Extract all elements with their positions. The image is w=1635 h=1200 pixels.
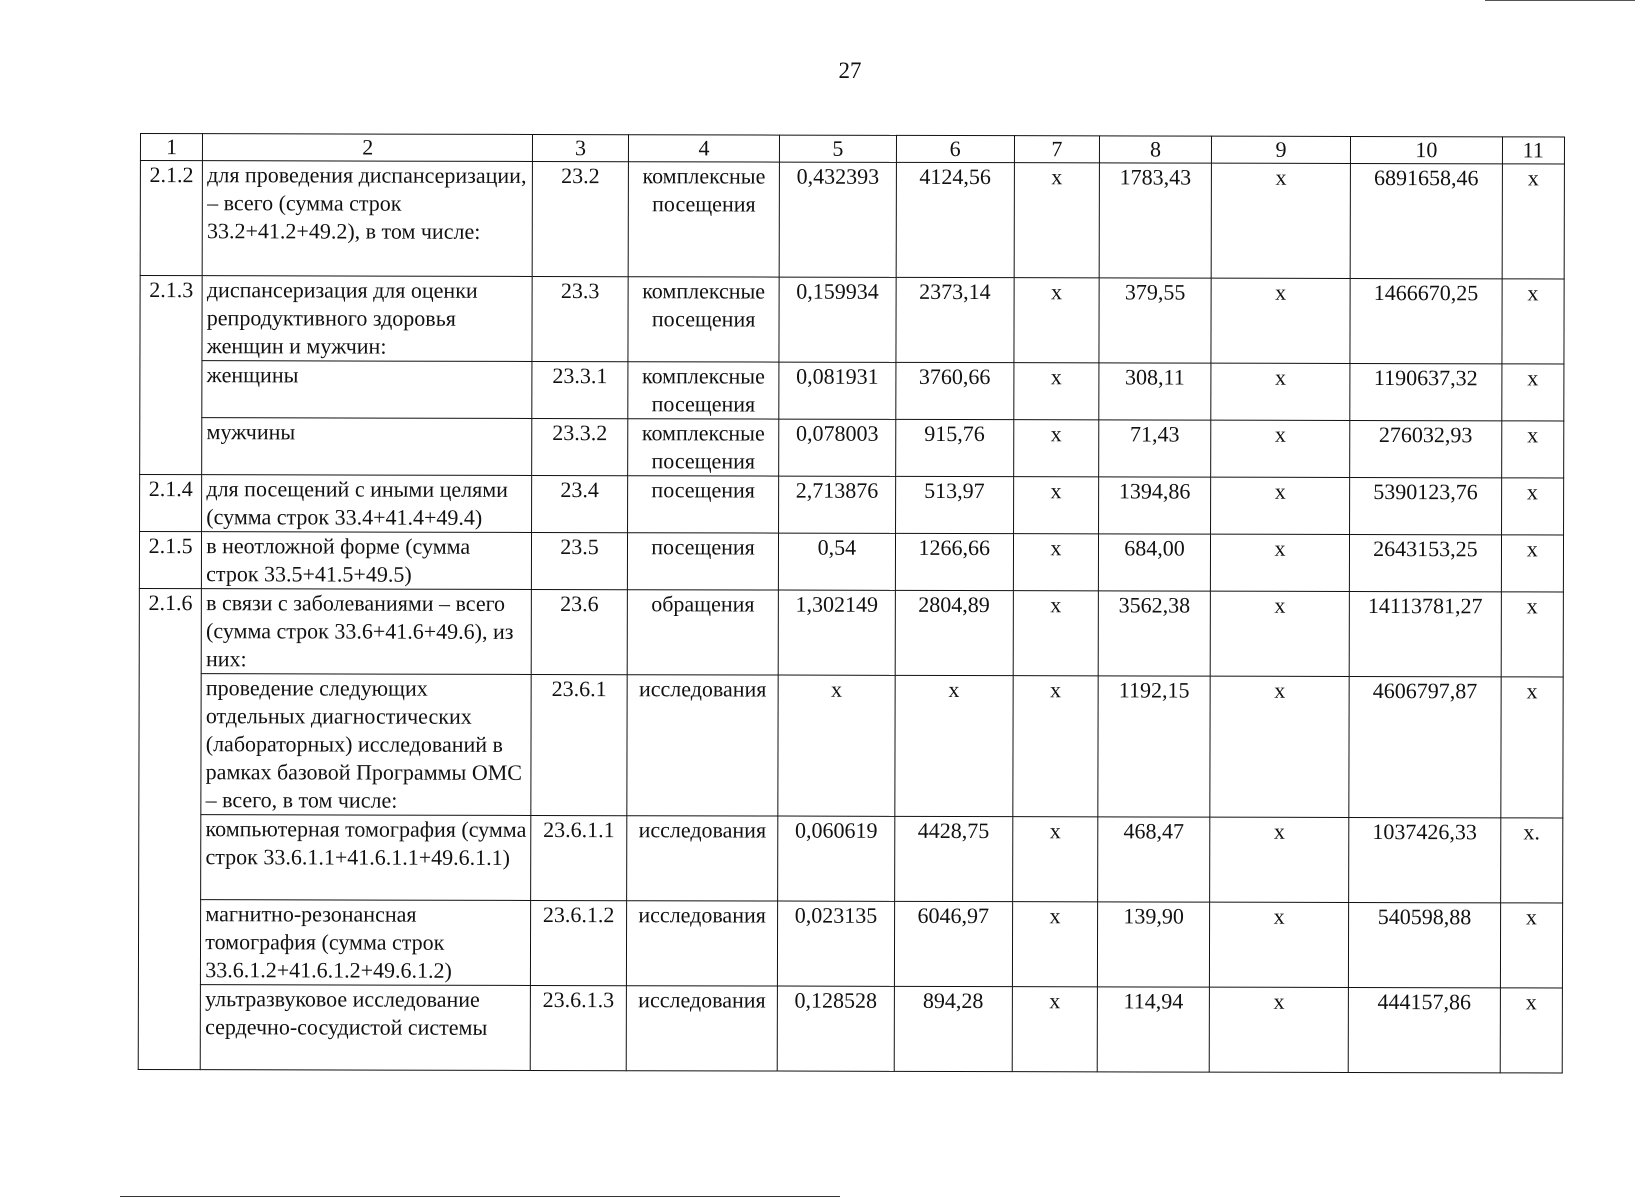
value-cell-10: 276032,93 xyxy=(1350,420,1502,477)
unit-cell: комплексные посещения xyxy=(627,419,779,476)
value-cell-9: х xyxy=(1210,534,1349,591)
value-cell-8: 684,00 xyxy=(1098,534,1210,591)
indicator-name-cell: компьютерная томография (сумма строк 33.6.1.1+41.6.1.1+49.6.1.1) xyxy=(201,815,531,901)
bottom-rule xyxy=(120,1196,840,1197)
value-cell-8: 139,90 xyxy=(1097,902,1209,987)
value-cell-9: х xyxy=(1211,477,1350,534)
value-cell-7: х xyxy=(1014,163,1099,278)
value-cell-11: х xyxy=(1501,478,1563,535)
unit-cell: комплексные посещения xyxy=(628,362,780,419)
line-code-cell: 23.6.1 xyxy=(531,674,627,815)
unit-cell: исследования xyxy=(627,675,779,816)
table-row xyxy=(140,418,1564,478)
value-cell-9: х xyxy=(1211,278,1350,363)
value-cell-10: 5390123,76 xyxy=(1350,477,1502,534)
unit-cell: посещения xyxy=(627,533,779,590)
value-cell-11: х xyxy=(1501,592,1564,677)
unit-cell: исследования xyxy=(626,986,778,1071)
indicator-name-cell: в неотложной форме (сумма строк 33.5+41.5+49.5) xyxy=(202,532,532,590)
value-cell-5: 2,713876 xyxy=(779,476,895,533)
line-code-cell: 23.6.1.3 xyxy=(531,985,627,1070)
value-cell-11: х xyxy=(1502,279,1565,364)
indicator-name-cell: магнитно-резонансная томография (сумма строк 33.6.1.2+41.6.1.2+49.6.1.2) xyxy=(201,900,531,986)
value-cell-8: 1783,43 xyxy=(1099,163,1211,278)
table-row xyxy=(138,899,1562,987)
value-cell-6: 3760,66 xyxy=(895,362,1013,419)
value-cell-11: х xyxy=(1501,421,1563,478)
value-cell-9: х xyxy=(1209,987,1348,1072)
value-cell-7: х xyxy=(1012,902,1097,987)
value-cell-6: 894,28 xyxy=(894,986,1013,1071)
line-code-cell: 23.3 xyxy=(532,276,628,361)
value-cell-11: х xyxy=(1501,364,1563,421)
value-cell-6: 915,76 xyxy=(895,419,1013,476)
value-cell-6: 2804,89 xyxy=(895,590,1014,675)
value-cell-10: 4606797,87 xyxy=(1349,676,1501,817)
value-cell-8: 71,43 xyxy=(1099,420,1211,477)
unit-cell: комплексные посещения xyxy=(628,162,780,277)
value-cell-5: 0,54 xyxy=(779,533,895,590)
table-row xyxy=(140,361,1564,421)
value-cell-5: 0,128528 xyxy=(778,986,894,1071)
value-cell-7: х xyxy=(1014,278,1099,363)
row-number-cell: 2.1.5 xyxy=(139,532,201,589)
value-cell-7: х xyxy=(1013,676,1098,817)
value-cell-9: х xyxy=(1209,902,1348,987)
line-code-cell: 23.6 xyxy=(531,589,627,674)
header-cell: 11 xyxy=(1502,137,1564,164)
value-cell-9: х xyxy=(1210,591,1349,676)
value-cell-7: х xyxy=(1013,591,1098,676)
unit-cell: исследования xyxy=(626,816,778,901)
value-cell-6: 6046,97 xyxy=(894,901,1013,986)
value-cell-8: 1394,86 xyxy=(1098,477,1210,534)
indicator-name-cell: диспансеризация для оценки репродуктивного здоровья женщин и мужчин: xyxy=(202,276,532,362)
line-code-cell: 23.3.2 xyxy=(532,418,628,475)
indicator-name-cell: для посещений с иными целями (сумма строк 33.4+41.4+49.4) xyxy=(202,475,532,533)
value-cell-5: 0,159934 xyxy=(779,277,895,362)
value-cell-9: х xyxy=(1211,363,1350,420)
header-cell: 3 xyxy=(533,134,629,161)
value-cell-10: 6891658,46 xyxy=(1350,163,1502,278)
value-cell-6: 4428,75 xyxy=(894,816,1013,901)
header-row xyxy=(140,134,1564,164)
value-cell-10: 1037426,33 xyxy=(1349,817,1501,902)
value-cell-6: х xyxy=(894,675,1013,816)
value-cell-11: х. xyxy=(1500,818,1563,903)
unit-cell: обращения xyxy=(627,590,779,675)
value-cell-8: 114,94 xyxy=(1097,987,1209,1072)
line-code-cell: 23.6.1.1 xyxy=(531,815,627,900)
row-number-cell: 2.1.2 xyxy=(140,161,203,276)
value-cell-6: 4124,56 xyxy=(896,162,1015,277)
value-cell-8: 3562,38 xyxy=(1098,591,1210,676)
value-cell-7: х xyxy=(1013,534,1098,591)
value-cell-9: х xyxy=(1211,420,1350,477)
value-cell-11: х xyxy=(1500,903,1563,988)
indicator-name-cell: для проведения диспансеризации, – всего (сумма строк 33.2+41.2+49.2), в том числе: xyxy=(202,161,532,277)
table-row xyxy=(140,161,1564,279)
indicator-name-cell: ультразвуковое исследование сердечно-сосудистой системы xyxy=(200,985,530,1071)
value-cell-10: 444157,86 xyxy=(1348,987,1500,1072)
indicator-name-cell: проведение следующих отдельных диагностических (лабораторных) исследований в рамках базовой Программы ОМС – всего, в том числе: xyxy=(201,674,531,816)
line-code-cell: 23.4 xyxy=(532,475,628,532)
header-cell: 7 xyxy=(1014,136,1099,163)
table-row xyxy=(139,673,1563,817)
value-cell-7: х xyxy=(1012,817,1097,902)
unit-cell: исследования xyxy=(626,901,778,986)
header-cell: 6 xyxy=(896,135,1014,162)
value-cell-10: 1466670,25 xyxy=(1350,278,1502,363)
header-cell: 9 xyxy=(1211,136,1350,163)
table-row xyxy=(139,814,1563,902)
value-cell-10: 540598,88 xyxy=(1349,902,1501,987)
unit-cell: посещения xyxy=(627,476,779,533)
value-cell-8: 468,47 xyxy=(1098,817,1210,902)
line-code-cell: 23.2 xyxy=(532,161,628,276)
value-cell-5: 1,302149 xyxy=(779,590,895,675)
table-body xyxy=(138,161,1564,1073)
line-code-cell: 23.3.1 xyxy=(532,361,628,418)
value-cell-11: х xyxy=(1500,677,1563,818)
header-cell: 8 xyxy=(1099,136,1211,163)
value-cell-5: 0,078003 xyxy=(779,419,895,476)
header-cell: 4 xyxy=(628,135,780,162)
value-cell-5: х xyxy=(778,675,895,816)
value-cell-5: 0,081931 xyxy=(779,362,895,419)
page-number: 27 xyxy=(838,58,862,83)
value-cell-5: 0,060619 xyxy=(778,816,894,901)
value-cell-5: 0,432393 xyxy=(779,162,896,277)
value-cell-10: 14113781,27 xyxy=(1349,591,1501,676)
value-cell-10: 1190637,32 xyxy=(1350,363,1502,420)
value-cell-11: х xyxy=(1500,988,1563,1073)
value-cell-9: х xyxy=(1210,817,1349,902)
value-cell-7: х xyxy=(1013,477,1098,534)
value-cell-8: 379,55 xyxy=(1099,278,1211,363)
indicator-name-cell: в связи с заболеваниями – всего (сумма строк 33.6+41.6+49.6), из них: xyxy=(201,589,531,675)
row-number-cell: 2.1.6 xyxy=(138,588,201,1069)
unit-cell: комплексные посещения xyxy=(628,277,780,362)
data-table xyxy=(138,133,1565,1073)
header-cell: 1 xyxy=(140,134,202,161)
header-cell: 5 xyxy=(780,135,896,162)
value-cell-10: 2643153,25 xyxy=(1350,534,1502,591)
value-cell-9: х xyxy=(1211,163,1350,278)
table-row xyxy=(139,532,1563,592)
table-row xyxy=(140,475,1564,535)
value-cell-6: 513,97 xyxy=(895,476,1013,533)
value-cell-11: х xyxy=(1501,535,1563,592)
value-cell-11: х xyxy=(1502,164,1565,279)
line-code-cell: 23.6.1.2 xyxy=(531,900,627,985)
value-cell-9: х xyxy=(1210,676,1349,817)
row-number-cell: 2.1.3 xyxy=(140,276,203,475)
table-row xyxy=(138,984,1562,1072)
header-cell: 2 xyxy=(203,134,533,162)
table-row xyxy=(139,588,1563,676)
document-sheet xyxy=(138,133,1565,1073)
indicator-name-cell: мужчины xyxy=(202,418,532,476)
header-cell: 10 xyxy=(1351,136,1503,163)
value-cell-7: х xyxy=(1012,987,1097,1072)
corner-rule xyxy=(1485,0,1635,1)
row-number-cell: 2.1.4 xyxy=(140,475,202,532)
value-cell-8: 1192,15 xyxy=(1098,676,1210,817)
line-code-cell: 23.5 xyxy=(532,532,628,589)
value-cell-8: 308,11 xyxy=(1099,363,1211,420)
value-cell-6: 1266,66 xyxy=(895,533,1013,590)
value-cell-5: 0,023135 xyxy=(778,901,894,986)
value-cell-7: х xyxy=(1014,363,1099,420)
value-cell-6: 2373,14 xyxy=(896,277,1015,362)
indicator-name-cell: женщины xyxy=(202,361,532,419)
value-cell-7: х xyxy=(1014,420,1099,477)
table-row xyxy=(140,276,1564,364)
